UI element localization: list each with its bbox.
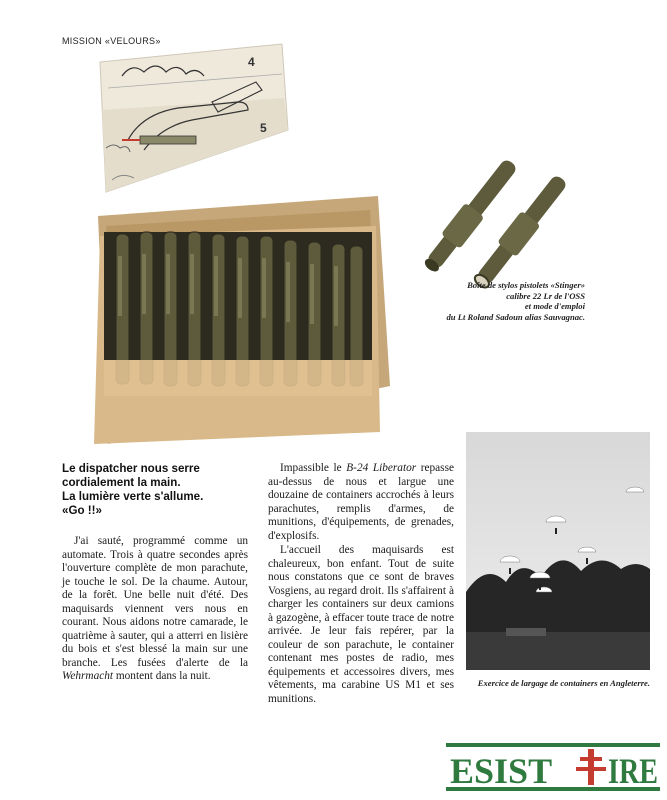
lead-quote xyxy=(62,462,262,518)
logo-cross-of-lorraine-icon xyxy=(576,749,606,785)
col1-italic: Wehrmacht xyxy=(62,670,114,682)
col2-text-a: Impassible le xyxy=(280,462,347,474)
instruction-sheet-illustration xyxy=(92,40,290,200)
stinger-caption-line4: du Lt Roland Sadoun alias Sauvagnac. xyxy=(446,311,585,322)
logo-text-left: ESIST xyxy=(450,751,553,791)
parachute-drop-photo xyxy=(466,432,650,670)
col2-paragraph-1 xyxy=(268,462,454,543)
lead-line2: cordialement la main. xyxy=(62,476,181,489)
stinger-pens-box-photo xyxy=(78,196,392,446)
logo-text-right: IRE xyxy=(608,751,658,791)
resistoire-logo xyxy=(446,741,660,793)
col2-italic: B-24 Liberator xyxy=(346,462,417,474)
body-column-1 xyxy=(62,535,248,684)
body-column-2 xyxy=(268,462,454,706)
instruction-step-5: 5 xyxy=(260,121,267,135)
stinger-caption-line1: Boîte de stylos pistolets «Stinger» xyxy=(467,280,585,290)
col1-paragraph xyxy=(62,535,248,684)
instruction-step-4: 4 xyxy=(248,55,255,69)
running-header: MISSION «VELOURS» xyxy=(62,36,161,46)
stinger-caption xyxy=(395,280,585,322)
col1-text-b: montent dans la nuit. xyxy=(113,670,211,682)
parachute-photo-caption: Exercice de largage de containers en Angleterre. xyxy=(477,678,650,688)
lead-line1: Le dispatcher nous serre xyxy=(62,462,200,475)
lead-line4: «Go !!» xyxy=(62,504,102,517)
stinger-caption-line3: et mode d'emploi xyxy=(524,301,585,311)
col2-text-b: repasse au-dessus de nous et largue une douzaine de containers accrochés à leurs parachutes, remplis d'armes, de munitions, d'équipements, de grenades, d'explosifs. xyxy=(268,462,454,542)
two-stinger-pens-photo xyxy=(415,140,585,270)
col1-text-a: J'ai sauté, programmé comme un automate. Trois à quatre secondes après l'ouverture complète de mon parachute, je touche le sol. De la chaume. Autour, de la forêt. Une belle nuit d'été. Des maquisards viennent vers nous en courant. Nous aidons notre camarade, le quatrième à sauter, qui a atterri en lisière du bois et s'est blessé la main sur une branche. Les fusées d'alerte de la xyxy=(62,535,248,669)
col2-paragraph-2: L'accueil des maquisards est chaleureux, bon enfant. Tout de suite nous constatons que ce sont de braves Vosgiens, au regard droit. Ils s'affairent à charger les containers sur deux camions à gazogène, à effacer toute trace de notre arrivée. Je leur fais repérer, par la couleur de son parachute, le container contenant mes postes de radio, mes équipements et accessoires divers, mes vêtements, ma carabine US M1 et ses munitions. xyxy=(268,544,454,705)
lead-line3: La lumière verte s'allume. xyxy=(62,490,204,503)
stinger-caption-line2: calibre 22 Lr de l'OSS xyxy=(506,290,585,301)
